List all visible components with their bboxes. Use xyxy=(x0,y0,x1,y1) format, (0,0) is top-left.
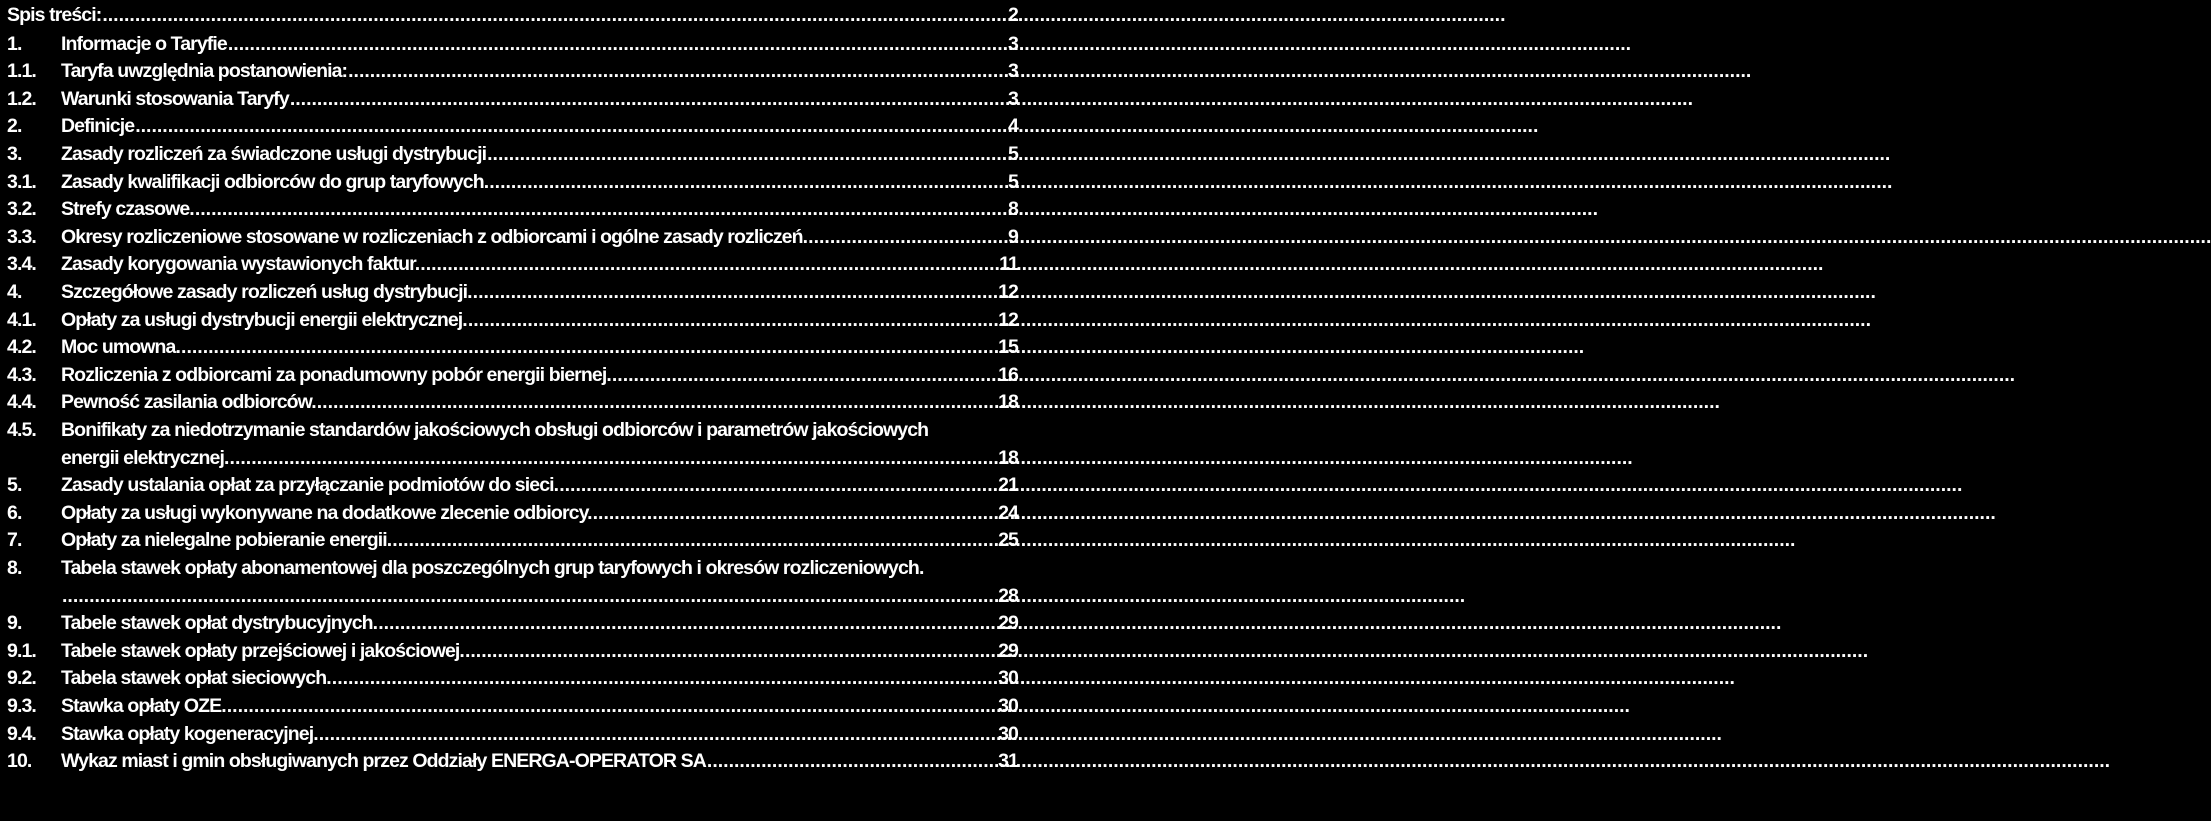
toc-entry-number: 9.4. xyxy=(7,722,36,745)
toc-entry-continuation[interactable] xyxy=(0,583,1024,609)
dot-leader xyxy=(559,472,997,498)
toc-entry-number: 4. xyxy=(7,280,22,303)
toc-entry-number: 3.1. xyxy=(7,170,36,193)
toc-entry[interactable] xyxy=(0,141,1024,167)
toc-entry[interactable] xyxy=(0,665,1024,691)
toc-entry[interactable] xyxy=(0,169,1024,195)
toc-entry-page: 25 xyxy=(998,529,1018,552)
toc-entry[interactable] xyxy=(0,527,1024,553)
toc-entry[interactable] xyxy=(0,196,1024,222)
toc-entry-continuation[interactable] xyxy=(0,445,1024,471)
toc-entry-page: 4 xyxy=(1008,115,1018,138)
toc-entry-page: 3 xyxy=(1008,87,1018,110)
toc-entry-title: Stawka opłaty kogeneracyjnej. xyxy=(61,722,318,745)
toc-entry-title-line1: Bonifikaty za niedotrzymanie standardów jakościowych obsługi odbiorców i parametrów jakościowych xyxy=(61,418,929,441)
dot-leader xyxy=(319,721,997,747)
toc-entry-title: Tabele stawek opłat dystrybucyjnych. xyxy=(61,612,378,635)
dot-leader xyxy=(195,196,1007,222)
toc-entry-title: Strefy czasowe. xyxy=(61,198,194,221)
toc-entry-title: Informacje o Taryfie xyxy=(61,32,227,55)
toc-entry[interactable] xyxy=(0,113,1024,139)
dot-leader xyxy=(473,279,997,305)
dot-leader xyxy=(808,224,1007,250)
toc-entry[interactable] xyxy=(0,693,1024,719)
toc-entry-number: 6. xyxy=(7,501,22,524)
toc-entry-title: Szczegółowe zasady rozliczeń usług dystrybucji. xyxy=(61,280,472,303)
toc-entry-title: Opłaty za usługi dystrybucji energii elektrycznej. xyxy=(61,308,467,331)
dot-leader xyxy=(707,748,997,774)
dot-leader xyxy=(135,113,1007,139)
toc-entry-number: 1. xyxy=(7,32,22,55)
toc-entry[interactable] xyxy=(0,472,1024,498)
toc-entry-page: 16 xyxy=(998,363,1018,386)
toc-entry[interactable] xyxy=(0,362,1024,388)
dot-leader xyxy=(593,500,998,526)
toc-entry-page: 24 xyxy=(998,501,1018,524)
toc-entry-title: energii elektrycznej. xyxy=(61,446,229,469)
dot-leader xyxy=(489,169,1007,195)
toc-entry-number: 3.4. xyxy=(7,253,36,276)
toc-entry-number: 10. xyxy=(7,750,32,773)
dot-leader xyxy=(468,307,997,333)
toc-entry-number: 1.1. xyxy=(7,60,36,83)
toc-entry-page: 21 xyxy=(998,474,1018,497)
dot-leader xyxy=(290,86,1007,112)
toc-entry[interactable] xyxy=(0,86,1024,112)
toc-entry[interactable] xyxy=(0,610,1024,636)
toc-entry[interactable] xyxy=(0,251,1024,277)
toc-entry-title: Warunki stosowania Taryfy xyxy=(61,87,289,110)
toc-entry-title: Opłaty za nielegalne pobieranie energii. xyxy=(61,529,392,552)
toc-entry[interactable] xyxy=(0,748,1024,774)
toc-entry[interactable] xyxy=(0,224,1024,250)
toc-entry-number: 4.1. xyxy=(7,308,36,331)
toc-entry-page: 3 xyxy=(1008,60,1018,83)
toc-entry-page: 11 xyxy=(999,253,1018,276)
toc-entry-number: 1.2. xyxy=(7,87,36,110)
toc-entry-page: 31 xyxy=(998,750,1018,773)
toc-entry-page: 18 xyxy=(998,446,1018,469)
toc-entry-page: 3 xyxy=(1008,32,1018,55)
toc-entry-number: 3.2. xyxy=(7,198,36,221)
toc-entry-page: 18 xyxy=(998,391,1018,414)
toc-entry-title: Definicje xyxy=(61,115,135,138)
toc-entry-number: 9.3. xyxy=(7,694,36,717)
toc-header-title: Spis treści: xyxy=(7,4,102,26)
toc-entry[interactable] xyxy=(0,307,1024,333)
toc-entry-title: Taryfa uwzględnia postanowienia: xyxy=(61,60,348,83)
toc-entry-page: 30 xyxy=(998,722,1018,745)
toc-entry[interactable] xyxy=(0,721,1024,747)
toc-entry-page: 9 xyxy=(1008,225,1018,248)
dot-leader xyxy=(420,251,998,277)
toc-entry-page: 29 xyxy=(998,612,1018,635)
dot-leader xyxy=(227,693,997,719)
dot-leader xyxy=(317,389,997,415)
dot-leader xyxy=(181,334,997,360)
toc-entry-title: Zasady kwalifikacji odbiorców do grup taryfowych. xyxy=(61,170,489,193)
toc-entry[interactable] xyxy=(0,279,1024,305)
toc-entry-number: 2. xyxy=(7,115,22,138)
toc-header[interactable] xyxy=(0,2,1024,28)
toc-entry-title: Zasady ustalania opłat za przyłączanie podmiotów do sieci. xyxy=(61,474,559,497)
toc-entry-number: 7. xyxy=(7,529,22,552)
toc-entry-number: 9. xyxy=(7,612,22,635)
toc-entry-page: 8 xyxy=(1008,198,1018,221)
toc-entry-number: 3. xyxy=(7,142,22,165)
toc-entry-title: Wykaz miast i gmin obsługiwanych przez Oddziały ENERGA-OPERATOR SA xyxy=(61,750,706,773)
dot-leader xyxy=(230,445,998,471)
toc-entry[interactable] xyxy=(0,334,1024,360)
dot-leader xyxy=(62,583,997,609)
dot-leader xyxy=(612,362,997,388)
toc-entry-title: Tabele stawek opłaty przejściowej i jakościowej. xyxy=(61,639,464,662)
toc-entry[interactable] xyxy=(0,31,1024,57)
toc-entry-page: 30 xyxy=(998,667,1018,690)
toc-entry-title-line1: Tabela stawek opłaty abonamentowej dla poszczególnych grup taryfowych i okresów rozliczeniowych. xyxy=(61,556,924,579)
toc-entry-title: Moc umowna. xyxy=(61,336,181,359)
toc-entry[interactable] xyxy=(0,638,1024,664)
toc-entry[interactable] xyxy=(0,58,1024,84)
toc-entry-number: 9.2. xyxy=(7,667,36,690)
toc-header-page: 2 xyxy=(1008,4,1018,26)
toc-entry-title: Pewność zasilania odbiorców. xyxy=(61,391,316,414)
toc-entry-page: 15 xyxy=(998,336,1018,359)
dot-leader xyxy=(392,527,997,553)
toc-entry-page: 29 xyxy=(998,639,1018,662)
toc-entry-number: 4.2. xyxy=(7,336,36,359)
toc-entry-title: Tabela stawek opłat sieciowych. xyxy=(61,667,331,690)
toc-entry-number: 8. xyxy=(7,556,22,579)
toc-entry-number: 4.5. xyxy=(7,418,36,441)
dot-leader xyxy=(487,141,1007,167)
toc-entry-number: 3.3. xyxy=(7,225,36,248)
toc-entry-title: Zasady rozliczeń za świadczone usługi dystrybucji xyxy=(61,142,487,165)
toc-entry-page: 28 xyxy=(998,584,1018,607)
toc-entry[interactable] xyxy=(0,417,1024,443)
toc-entry-title: Stawka opłaty OZE. xyxy=(61,694,226,717)
toc-entry-title: Zasady korygowania wystawionych faktur. xyxy=(61,253,420,276)
dot-leader xyxy=(348,58,1007,84)
toc-entry-page: 5 xyxy=(1008,170,1018,193)
dot-leader xyxy=(332,665,997,691)
dot-leader xyxy=(102,2,1007,28)
toc-entry-page: 30 xyxy=(998,694,1018,717)
toc-entry-page: 12 xyxy=(998,280,1018,303)
dot-leader xyxy=(228,31,1007,57)
toc-entry-number: 9.1. xyxy=(7,639,36,662)
toc-entry[interactable] xyxy=(0,389,1024,415)
toc-entry-title: Okresy rozliczeniowe stosowane w rozliczeniach z odbiorcami i ogólne zasady rozliczeń. xyxy=(61,225,808,248)
toc-entry-title: Rozliczenia z odbiorcami za ponadumowny pobór energii biernej. xyxy=(61,363,611,386)
toc-entry-page: 12 xyxy=(998,308,1018,331)
toc-entry-title: Opłaty za usługi wykonywane na dodatkowe zlecenie odbiorcy. xyxy=(61,501,592,524)
toc-entry-number: 4.4. xyxy=(7,391,36,414)
toc-entry[interactable] xyxy=(0,555,1024,581)
table-of-contents xyxy=(0,0,1024,821)
dot-leader xyxy=(465,638,997,664)
toc-entry-number: 4.3. xyxy=(7,363,36,386)
toc-entry[interactable] xyxy=(0,500,1024,526)
dot-leader xyxy=(378,610,997,636)
toc-entry-number: 5. xyxy=(7,474,22,497)
toc-entry-page: 5 xyxy=(1008,142,1018,165)
